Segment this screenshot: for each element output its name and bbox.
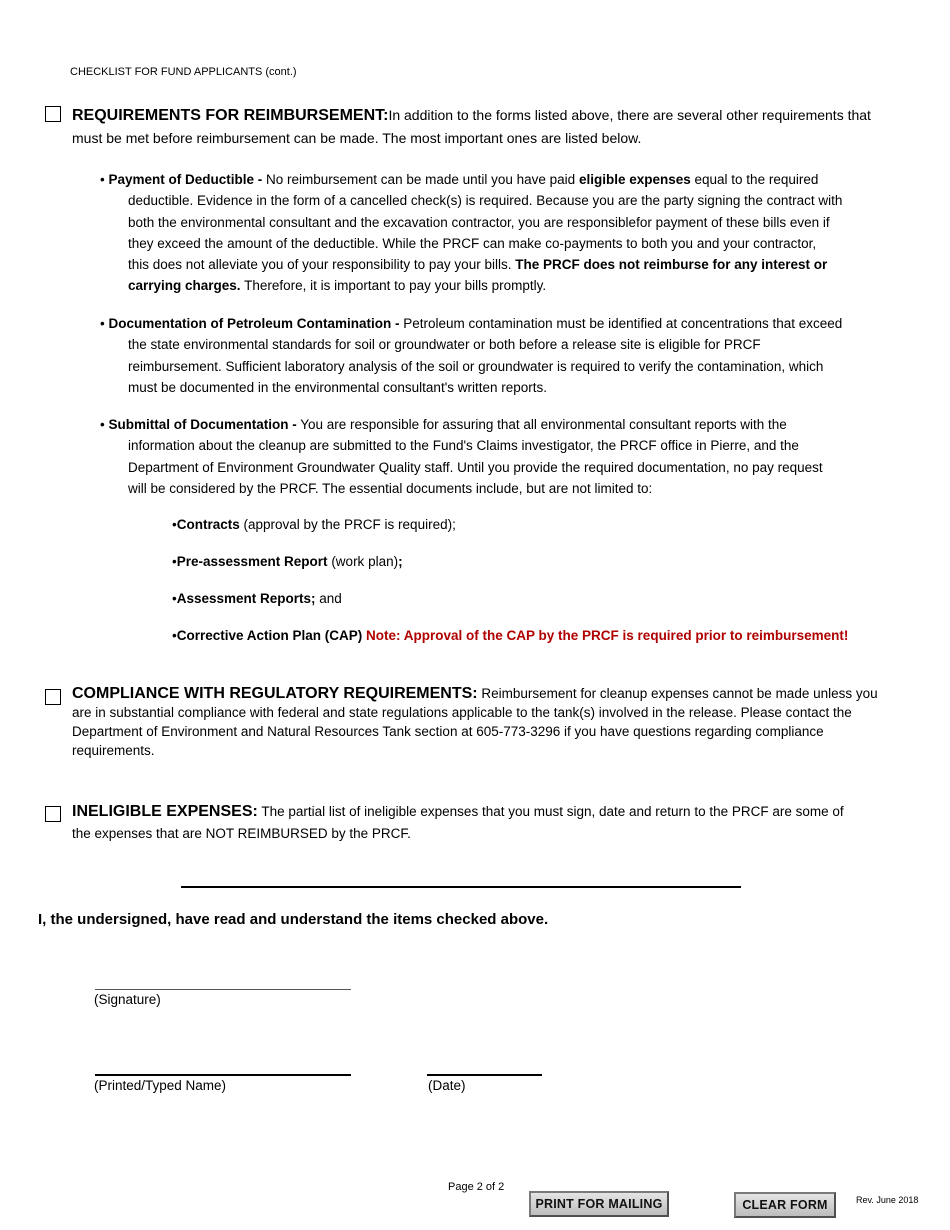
signature-field[interactable] <box>95 989 351 990</box>
submittal-text-1: You are responsible for assuring that all environmental consultant reports with the <box>296 417 787 432</box>
deductible-heading: Payment of Deductible - <box>108 172 263 187</box>
reimbursement-checkbox[interactable] <box>45 106 61 122</box>
doc-contracts-label: Contracts <box>176 517 240 532</box>
clear-form-button[interactable]: CLEAR FORM <box>734 1192 836 1218</box>
doc-preassessment: •Pre-assessment Report (work plan); <box>172 554 403 569</box>
deductible-text-1c: equal to the required <box>690 172 819 187</box>
print-for-mailing-button[interactable]: PRINT FOR MAILING <box>529 1191 669 1217</box>
doc-cap-label: Corrective Action Plan (CAP) <box>176 628 363 643</box>
compliance-text-2: are in substantial compliance with federal and state regulations applicable to the tank(s) involved in the release. Please contact the <box>72 705 852 720</box>
contamination-text-2: the state environmental standards for soil or groundwater or both before a release site is eligible for PRCF <box>128 337 761 353</box>
doc-cap: •Corrective Action Plan (CAP) Note: Approval of the CAP by the PRCF is required prior to reimbursement! <box>172 628 849 643</box>
doc-assessment: •Assessment Reports; and <box>172 591 342 606</box>
bullet-deductible: • Payment of Deductible - No reimbursement can be made until you have paid eligible expenses equal to the required deductible. Evidence in the form of a cancelled check(s) is required. Because you are the party signing the contract with both the environmental consultant and the excavation contractor, you are responsiblefor payment of these bills even if they exceed the amount of the deductible. While the PRCF can make co-payments to both you and your contractor, this does not alleviate you of your responsibility to pay your bills. The PRCF does not reimburse for any interest or carrying charges. Therefore, it is important to pay your bills promptly. <box>100 169 900 297</box>
deductible-text-6b: Therefore, it is important to pay your bills promptly. <box>240 278 547 294</box>
doc-preassessment-semicolon: ; <box>398 554 403 569</box>
reimbursement-section <box>72 104 902 149</box>
doc-contracts: •Contracts (approval by the PRCF is required); <box>172 517 456 532</box>
printed-name-field[interactable] <box>95 1074 351 1076</box>
doc-contracts-text: (approval by the PRCF is required); <box>239 517 456 532</box>
contamination-text-1: Petroleum contamination must be identified at concentrations that exceed <box>399 316 843 331</box>
date-field[interactable] <box>427 1074 542 1076</box>
bullet-submittal: • Submittal of Documentation - You are responsible for assuring that all environmental consultant reports with the information about the cleanup are submitted to the Fund's Claims investigator, the PRCF office in Pierre, and the Department of Environment Groundwater Quality staff. Until you provide the required documentation, no pay request will be considered by the PRCF. The essential documents include, but are not limited to: <box>100 414 900 499</box>
deductible-text-3: both the environmental consultant and the excavation contractor, you are responsiblefor payment of these bills even if <box>128 214 830 230</box>
deductible-text-5a: this does not alleviate you of your responsibility to pay your bills. <box>128 257 516 273</box>
deductible-text-4: they exceed the amount of the deductible. While the PRCF can make co-payments to both you and your contractor, <box>128 235 817 251</box>
revision-date: Rev. June 2018 <box>856 1195 919 1205</box>
doc-preassessment-label: Pre-assessment Report <box>176 554 328 569</box>
doc-assessment-text: and <box>315 591 342 606</box>
ineligible-text-2: the expenses that are NOT REIMBURSED by the PRCF. <box>72 826 411 841</box>
deductible-text-5b: The PRCF does not reimburse for any interest or <box>515 257 828 273</box>
contamination-text-4: must be documented in the environmental consultant's written reports. <box>128 379 548 395</box>
deductible-text-6a: carrying charges. <box>128 278 241 294</box>
compliance-text-1: Reimbursement for cleanup expenses cannot be made unless you <box>477 686 878 701</box>
reimbursement-title: REQUIREMENTS FOR REIMBURSEMENT: <box>72 107 389 124</box>
ineligible-text-1: The partial list of ineligible expenses that you must sign, date and return to the PRCF are some of <box>257 804 844 819</box>
compliance-checkbox[interactable] <box>45 689 61 705</box>
ineligible-title: INELIGIBLE EXPENSES: <box>72 803 258 820</box>
contamination-text-3: reimbursement. Sufficient laboratory analysis of the soil or groundwater is required to verify the contamination, which <box>128 358 824 374</box>
printed-name-label: (Printed/Typed Name) <box>94 1078 227 1093</box>
attestation-statement: I, the undersigned, have read and understand the items checked above. <box>38 911 549 928</box>
reimbursement-intro-2: must be met before reimbursement can be made. The most important ones are listed below. <box>72 130 642 146</box>
date-label: (Date) <box>428 1078 466 1093</box>
deductible-text-1a: No reimbursement can be made until you have paid <box>262 172 579 187</box>
doc-cap-note: Note: Approval of the CAP by the PRCF is required prior to reimbursement! <box>362 628 849 643</box>
compliance-text-4: requirements. <box>72 743 155 758</box>
deductible-text-1b: eligible expenses <box>578 172 691 187</box>
submittal-text-4: will be considered by the PRCF. The essential documents include, but are not limited to: <box>128 480 653 496</box>
ineligible-section <box>72 801 892 845</box>
section-divider <box>181 886 741 888</box>
page-number: Page 2 of 2 <box>448 1181 505 1193</box>
bullet-contamination: • Documentation of Petroleum Contamination - Petroleum contamination must be identified at concentrations that exceed the state environmental standards for soil or groundwater or both before a release site is eligible for PRCF reimbursement. Sufficient laboratory analysis of the soil or groundwater is required to verify the contamination, which must be documented in the environmental consultant's written reports. <box>100 313 900 398</box>
deductible-text-2: deductible. Evidence in the form of a cancelled check(s) is required. Because you are the party signing the contract with <box>128 193 843 209</box>
compliance-title: COMPLIANCE WITH REGULATORY REQUIREMENTS: <box>72 685 478 702</box>
ineligible-checkbox[interactable] <box>45 806 61 822</box>
submittal-text-3: Department of Environment Groundwater Quality staff. Until you provide the required documentation, no pay request <box>128 459 823 475</box>
submittal-text-2: information about the cleanup are submitted to the Fund's Claims investigator, the PRCF office in Pierre, and the <box>128 438 799 454</box>
compliance-text-3: Department of Environment and Natural Resources Tank section at 605-773-3296 if you have questions regarding compliance <box>72 724 824 739</box>
submittal-heading: Submittal of Documentation - <box>108 417 297 432</box>
contamination-heading: Documentation of Petroleum Contamination - <box>108 316 400 331</box>
signature-label: (Signature) <box>94 992 161 1007</box>
doc-preassessment-text: (work plan) <box>327 554 399 569</box>
page-header: CHECKLIST FOR FUND APPLICANTS (cont.) <box>70 66 297 78</box>
reimbursement-intro-1: In addition to the forms listed above, there are several other requirements that <box>388 107 871 123</box>
compliance-section <box>72 684 912 760</box>
doc-assessment-label: Assessment Reports; <box>176 591 316 606</box>
